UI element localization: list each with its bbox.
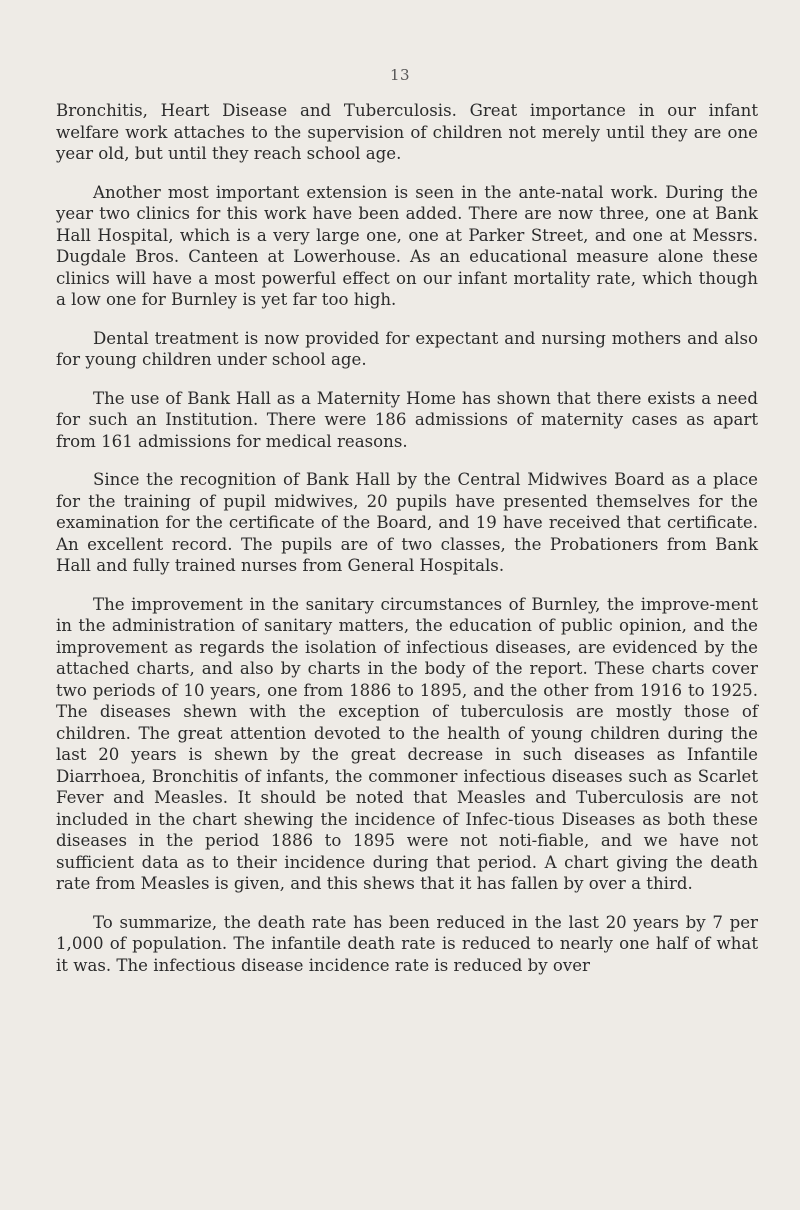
paragraph-ante-natal-work: Another most important extension is seen in the ante-natal work. During the year two clinics for this work have been added. There are now three, one at Bank Hall Hospital, which is a very large one, one at Parker Street, and one at Messrs. Dugdale Bros. Canteen at Lowerhouse. As an educational measure alone these clinics will have a most powerful effect on our infant mortality rate, which though a low one for Burnley is yet far too high.	[56, 182, 758, 309]
paragraph-midwives-board: Since the recognition of Bank Hall by the Central Midwives Board as a place for the training of pupil midwives, 20 pupils have presented themselves for the examination for the certificate of the Board, and 19 have received that certificate. An excellent record. The pupils are of two classes, the Probationers from Bank Hall and fully trained nurses from General Hospitals.	[56, 470, 758, 575]
paragraph-continuation: Bronchitis, Heart Disease and Tuberculosis. Great importance in our infant welfare work attaches to the supervision of children not merely until they are one year old, but until they reach school age.	[56, 101, 758, 163]
page-number: 13	[389, 66, 411, 84]
paragraph-dental-treatment: Dental treatment is now provided for expectant and nursing mothers and also for young children under school age.	[56, 328, 758, 369]
page-body	[56, 100, 758, 993]
paragraph-sanitary-improvement: The improvement in the sanitary circumstances of Burnley, the improve-ment in the administration of sanitary matters, the education of public opinion, and the improvement as regards the isolation of infectious diseases, are evidenced by the attached charts, and also by charts in the body of the report. These charts cover two periods of 10 years, one from 1886 to 1895, and the other from 1916 to 1925. The diseases shewn with the exception of tuberculosis are mostly those of children. The great attention devoted to the health of young children during the last 20 years is shewn by the great decrease in such diseases as Infantile Diarrhoea, Bronchitis of infants, the commoner infectious diseases such as Scarlet Fever and Measles. It should be noted that Measles and Tuberculosis are not included in the chart shewing the incidence of Infec-tious Diseases as both these diseases in the period 1886 to 1895 were not noti-fiable, and we have not sufficient data as to their incidence during that period. A chart giving the death rate from Measles is given, and this shews that it has fallen by over a third.	[56, 594, 758, 893]
paragraph-maternity-home: The use of Bank Hall as a Maternity Home has shown that there exists a need for such an Institution. There were 186 admissions of maternity cases as apart from 161 admissions for medical reasons.	[56, 388, 758, 451]
paragraph-summary: To summarize, the death rate has been reduced in the last 20 years by 7 per 1,000 of population. The infantile death rate is reduced to nearly one half of what it was. The infectious disease incidence rate is reduced by over	[56, 912, 758, 975]
